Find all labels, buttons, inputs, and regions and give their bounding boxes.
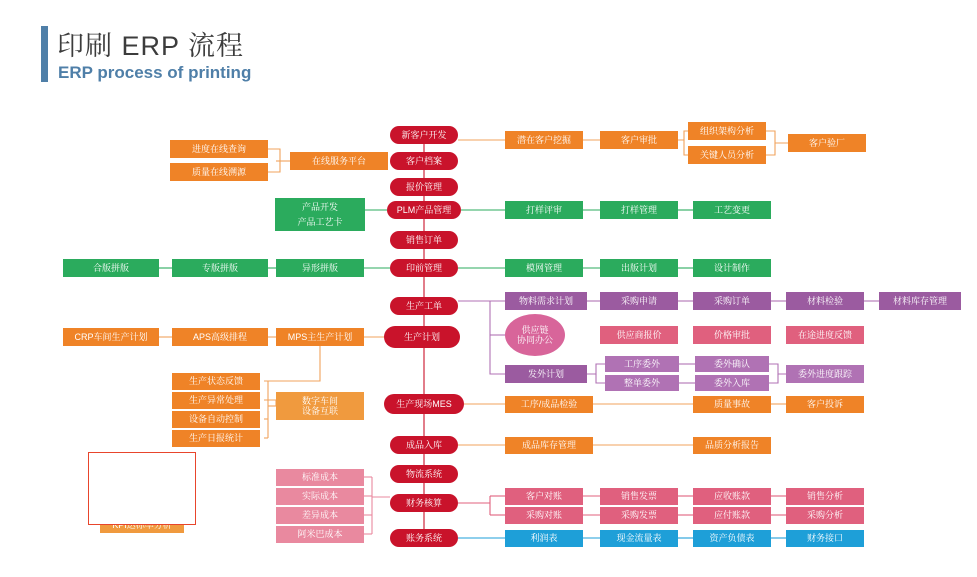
- flow-node-n43[interactable]: 委外入库: [695, 375, 769, 391]
- flow-node-n38[interactable]: 价格审批: [693, 326, 771, 344]
- flow-node-n8[interactable]: 客户审批: [600, 131, 678, 149]
- flow-node-n27[interactable]: 物料需求计划: [505, 292, 587, 310]
- flow-node-n35[interactable]: 生产计划: [384, 326, 460, 348]
- flow-node-n75[interactable]: 资产负债表: [693, 530, 771, 547]
- flow-node-n59[interactable]: 标准成本: [276, 469, 364, 486]
- flow-node-n14[interactable]: PLM产品管理: [387, 201, 461, 219]
- flow-node-n41[interactable]: 整单委外: [605, 375, 679, 391]
- flow-node-n61[interactable]: 差异成本: [276, 507, 364, 524]
- flow-node-n4[interactable]: 新客户开发: [390, 126, 458, 144]
- flow-node-n54[interactable]: 客户投诉: [786, 396, 864, 413]
- flow-node-n58[interactable]: 物流系统: [390, 465, 458, 483]
- flow-node-n65[interactable]: 采购对账: [505, 507, 583, 524]
- flow-node-n67[interactable]: 采购发票: [600, 507, 678, 524]
- flow-node-n51[interactable]: 生产现场MES: [384, 394, 464, 414]
- flow-node-n45[interactable]: 发外计划: [505, 365, 587, 383]
- flow-node-n56[interactable]: 成品库存管理: [505, 437, 593, 454]
- flow-node-n47[interactable]: 生产异常处理: [172, 392, 260, 409]
- flow-node-n7[interactable]: 潜在客户挖掘: [505, 131, 583, 149]
- flow-node-n52[interactable]: 工序/成品检验: [505, 396, 593, 413]
- flow-node-n62[interactable]: 阿米巴成本: [276, 526, 364, 543]
- flow-node-n22[interactable]: 印前管理: [390, 259, 458, 277]
- flow-node-n70[interactable]: 销售分析: [786, 488, 864, 505]
- flow-node-n64[interactable]: 客户对账: [505, 488, 583, 505]
- flow-node-n44[interactable]: 委外进度跟踪: [786, 365, 864, 383]
- flow-node-n24[interactable]: 出版计划: [600, 259, 678, 277]
- flow-node-n73[interactable]: 利润表: [505, 530, 583, 547]
- flow-node-n6[interactable]: 报价管理: [390, 178, 458, 196]
- flow-node-n50[interactable]: 数字车间 设备互联: [276, 392, 364, 420]
- flow-node-n37[interactable]: 供应商报价: [600, 326, 678, 344]
- flow-node-n34[interactable]: MPS主生产计划: [276, 328, 364, 346]
- flow-node-n49[interactable]: 生产日报统计: [172, 430, 260, 447]
- flow-node-n63[interactable]: 财务核算: [390, 494, 458, 512]
- flow-node-n57[interactable]: 品质分析报告: [693, 437, 771, 454]
- flow-node-n29[interactable]: 采购订单: [693, 292, 771, 310]
- flow-node-n12[interactable]: 产品开发: [275, 198, 365, 216]
- flow-node-n40[interactable]: 工序委外: [605, 356, 679, 372]
- flow-node-n55[interactable]: 成品入库: [390, 436, 458, 454]
- flow-node-n26[interactable]: 生产工单: [390, 297, 458, 315]
- flow-node-n18[interactable]: 销售订单: [390, 231, 458, 249]
- flow-node-n53[interactable]: 质量事故: [693, 396, 771, 413]
- flow-node-n19[interactable]: 合版拼版: [63, 259, 159, 277]
- flow-node-n28[interactable]: 采购申请: [600, 292, 678, 310]
- page-title-en: ERP process of printing: [58, 63, 252, 82]
- flow-node-n9[interactable]: 组织架构分析: [688, 122, 766, 140]
- flow-node-n42[interactable]: 委外确认: [695, 356, 769, 372]
- title-accent-bar: [41, 26, 48, 82]
- flow-node-n10[interactable]: 关键人员分析: [688, 146, 766, 164]
- flow-node-n17[interactable]: 工艺变更: [693, 201, 771, 219]
- flow-node-n1[interactable]: 进度在线查询: [170, 140, 268, 158]
- flow-node-n66[interactable]: 销售发票: [600, 488, 678, 505]
- flow-node-n46[interactable]: 生产状态反馈: [172, 373, 260, 390]
- flow-node-n21[interactable]: 异形拼版: [276, 259, 364, 277]
- flow-node-n32[interactable]: CRP车间生产计划: [63, 328, 159, 346]
- flow-node-n30[interactable]: 材料检验: [786, 292, 864, 310]
- flow-node-n15[interactable]: 打样评审: [505, 201, 583, 219]
- kpi-group-box: [88, 452, 196, 525]
- flow-node-n25[interactable]: 设计制作: [693, 259, 771, 277]
- flow-node-n31[interactable]: 材料库存管理: [879, 292, 961, 310]
- flow-node-n68[interactable]: 应收账款: [693, 488, 771, 505]
- flow-node-n20[interactable]: 专版拼版: [172, 259, 268, 277]
- flow-node-n48[interactable]: 设备自动控制: [172, 411, 260, 428]
- flow-node-n39[interactable]: 在途进度反馈: [786, 326, 864, 344]
- flow-node-n13[interactable]: 产品工艺卡: [275, 213, 365, 231]
- flow-node-n74[interactable]: 现金流量表: [600, 530, 678, 547]
- flow-node-n11[interactable]: 客户验厂: [788, 134, 866, 152]
- flow-node-n33[interactable]: APS高级排程: [172, 328, 268, 346]
- flow-node-n71[interactable]: 采购分析: [786, 507, 864, 524]
- flow-node-n2[interactable]: 质量在线溯源: [170, 163, 268, 181]
- flow-node-n16[interactable]: 打样管理: [600, 201, 678, 219]
- flow-node-n76[interactable]: 财务接口: [786, 530, 864, 547]
- flow-node-n36[interactable]: 供应链 协同办公: [505, 314, 565, 356]
- page-title-cn: 印刷 ERP 流程: [57, 31, 245, 61]
- flow-node-n3[interactable]: 在线服务平台: [290, 152, 388, 170]
- flow-node-n69[interactable]: 应付账款: [693, 507, 771, 524]
- flow-node-n60[interactable]: 实际成本: [276, 488, 364, 505]
- flow-node-n5[interactable]: 客户档案: [390, 152, 458, 170]
- flow-node-n23[interactable]: 模网管理: [505, 259, 583, 277]
- flow-node-n72[interactable]: 账务系统: [390, 529, 458, 547]
